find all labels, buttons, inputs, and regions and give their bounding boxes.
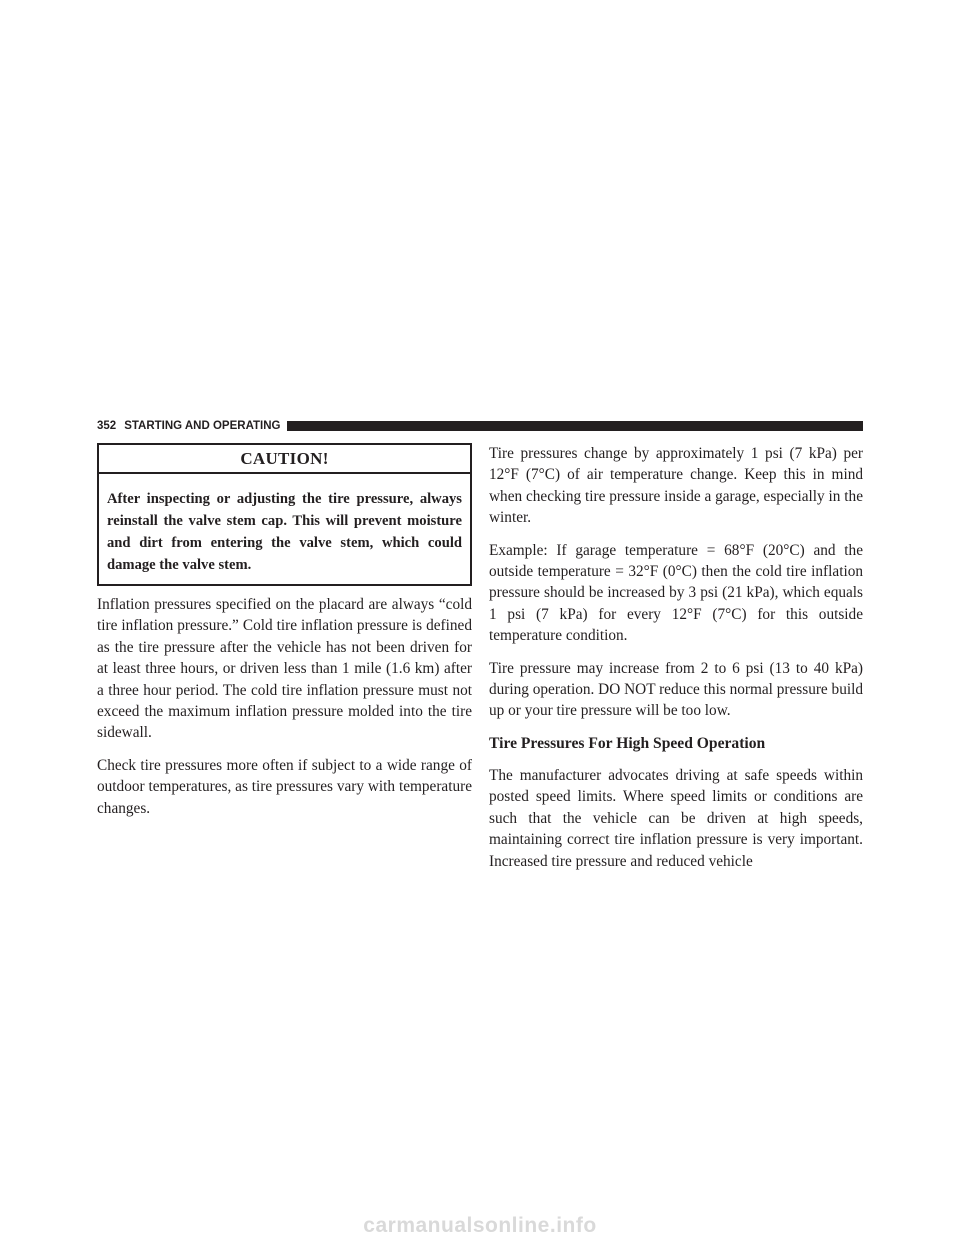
paragraph-example: Example: If garage temperature = 68°F (20°C) and the outside temperature = 32°F (0°C) then the cold tire inflation pressure should be increased by 3 psi (21 kPa), which equals 1 psi (7 kPa) for every 12°F (7°C) for this outside temperature condition. bbox=[489, 541, 863, 645]
section-heading-high-speed: Tire Pressures For High Speed Operation bbox=[489, 734, 766, 752]
paragraph-pressure-change: Tire pressures change by approximately 1 psi (7 kPa) per 12°F (7°C) of air temperature change. Keep this in mind when checking tire pressure inside a garage, especially in the winter. bbox=[489, 445, 863, 527]
caution-box bbox=[97, 443, 472, 586]
right-column bbox=[489, 443, 863, 883]
page-header bbox=[97, 418, 863, 434]
caution-title: CAUTION! bbox=[99, 445, 470, 474]
paragraph-cold-tire-pressure: Inflation pressures specified on the placard are always “cold tire inflation pressure.” Cold tire inflation pressure is defined as the tire pressure after the vehicle has not been driven for at least three hours, or driven less than 1 mile (1.6 km) after a three hour period. The cold tire inflation pressure must not exceed the maximum inflation pressure molded into the tire sidewall. bbox=[97, 596, 472, 742]
paragraph-pressure-increase: Tire pressure may increase from 2 to 6 psi (13 to 40 kPa) during operation. DO NOT reduce this normal pressure build up or your tire pressure will be too low. bbox=[489, 659, 863, 720]
section-title: STARTING AND OPERATING bbox=[124, 420, 281, 432]
header-rule bbox=[287, 421, 864, 431]
footer-watermark: carmanualsonline.info bbox=[363, 1214, 597, 1237]
left-column bbox=[97, 443, 472, 830]
caution-text: After inspecting or adjusting the tire pressure, always reinstall the valve stem cap. This will prevent moisture and dirt from entering the valve stem, which could damage the valve stem. bbox=[107, 491, 462, 573]
page-number: 352 bbox=[97, 420, 117, 432]
paragraph-check-often: Check tire pressures more often if subject to a wide range of outdoor temperatures, as tire pressures vary with temperature changes. bbox=[97, 756, 472, 817]
paragraph-high-speed: The manufacturer advocates driving at safe speeds within posted speed limits. Where speed limits or conditions are such that the vehicle can be driven at high speeds, maintaining correct tire inflation pressure is very important. Increased tire pressure and reduced vehicle bbox=[489, 766, 863, 870]
